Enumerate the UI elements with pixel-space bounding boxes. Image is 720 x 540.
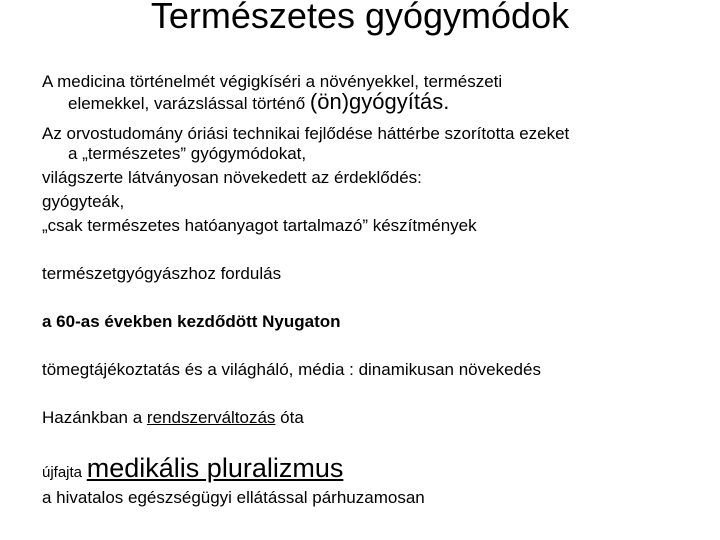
- text-line-11-part-3: óta: [280, 408, 304, 427]
- text-line-6: gyógyteák,: [42, 192, 125, 211]
- text-line-7: „csak természetes hatóanyagot tartalmazó” készítmények: [42, 216, 477, 235]
- text-line-11: [42, 408, 304, 428]
- text-line-4: a „természetes” gyógymódokat,: [68, 144, 307, 163]
- text-line-1: A medicina történelmét végigkíséri a növényekkel, természeti: [42, 72, 503, 91]
- text-line-10: tömegtájékoztatás és a világháló, média : dinamikusan növekedés: [42, 360, 541, 379]
- text-line-3: Az orvostudomány óriási technikai fejlődése háttérbe szorította ezeket: [42, 124, 570, 143]
- text-line-11-underlined: rendszerváltozás: [146, 408, 276, 427]
- text-line-2: [68, 89, 450, 114]
- text-line-2-emphasis: (ön)gyógyítás.: [309, 89, 450, 114]
- text-line-12: [42, 453, 344, 483]
- page-title: Természetes gyógymódok: [150, 0, 570, 36]
- text-line-5: világszerte látványosan növekedett az érdeklődés:: [42, 168, 422, 187]
- text-line-12-emphasis: medikális pluralizmus: [86, 453, 344, 483]
- text-line-9: a 60-as években kezdődött Nyugaton: [42, 312, 341, 331]
- text-line-2-part-1: elemekkel, varázslással történő: [68, 94, 306, 113]
- text-line-11-part-1: Hazánkban a: [42, 408, 143, 427]
- text-line-12-part-1: újfajta: [42, 464, 83, 481]
- text-line-13: a hivatalos egészségügyi ellátással párhuzamosan: [42, 488, 425, 507]
- text-line-8: természetgyógyászhoz fordulás: [42, 264, 282, 283]
